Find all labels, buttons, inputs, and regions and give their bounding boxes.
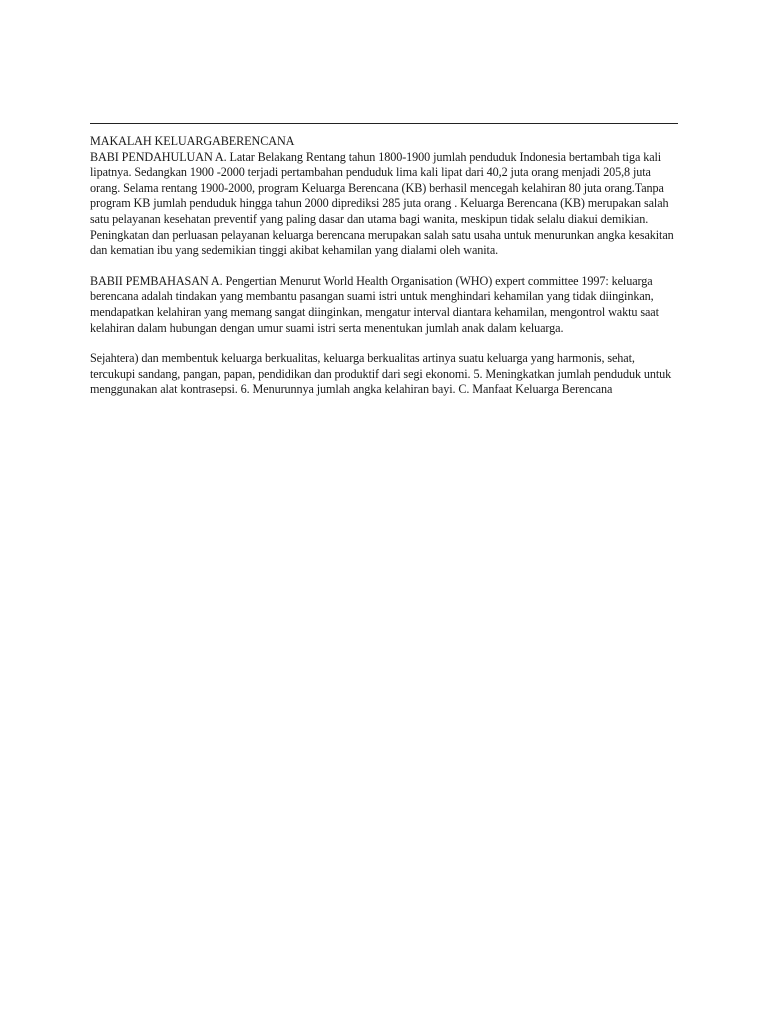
paragraph-gap	[90, 259, 680, 274]
document-title: MAKALAH KELUARGABERENCANA	[90, 134, 295, 148]
document-body	[90, 134, 680, 398]
paragraph-pendahuluan: BABI PENDAHULUAN A. Latar Belakang Rentang tahun 1800-1900 jumlah penduduk Indonesia bertambah tiga kali lipatnya. Sedangkan 1900 -2000 terjadi pertambahan penduduk lima kali lipat dari 40,2 juta orang menjadi 205,8 juta orang. Selama rentang 1900-2000, program Keluarga Berencana (KB) berhasil mencegah kelahiran 80 juta orang.Tanpa program KB jumlah penduduk hingga tahun 2000 diprediksi 285 juta orang . Keluarga Berencana (KB) merupakan salah satu pelayanan kesehatan preventif yang paling dasar dan utama bagi wanita, meskipun tidak selalu diakui demikian. Peningkatan dan perluasan pelayanan keluarga berencana merupakan salah satu usaha untuk menurunkan angka kesakitan dan kematian ibu yang sedemikian tinggi akibat kehamilan yang dialami oleh wanita.	[90, 149, 674, 258]
paragraph-gap	[90, 336, 680, 351]
paragraph-continuation: Sejahtera) dan membentuk keluarga berkualitas, keluarga berkualitas artinya suatu keluarga yang harmonis, sehat, tercukupi sandang, pangan, papan, pendidikan dan produktif dari segi ekonomi. 5. Meningkatkan jumlah penduduk untuk menggunakan alat kontrasepsi. 6. Menurunnya jumlah angka kelahiran bayi. C. Manfaat Keluarga Berencana	[90, 351, 672, 397]
paragraph-pembahasan: BABII PEMBAHASAN A. Pengertian Menurut World Health Organisation (WHO) expert committee 1997: keluarga berencana adalah tindakan yang membantu pasangan suami istri untuk menghindari kehamilan yang tidak diinginkan, mendapatkan kelahiran yang memang sangat diinginkan, mengatur interval diantara kehamilan, mengontrol waktu saat kelahiran dalam hubungan dengan umur suami istri serta menentukan jumlah anak dalam keluarga.	[90, 273, 659, 335]
top-divider	[90, 123, 678, 124]
